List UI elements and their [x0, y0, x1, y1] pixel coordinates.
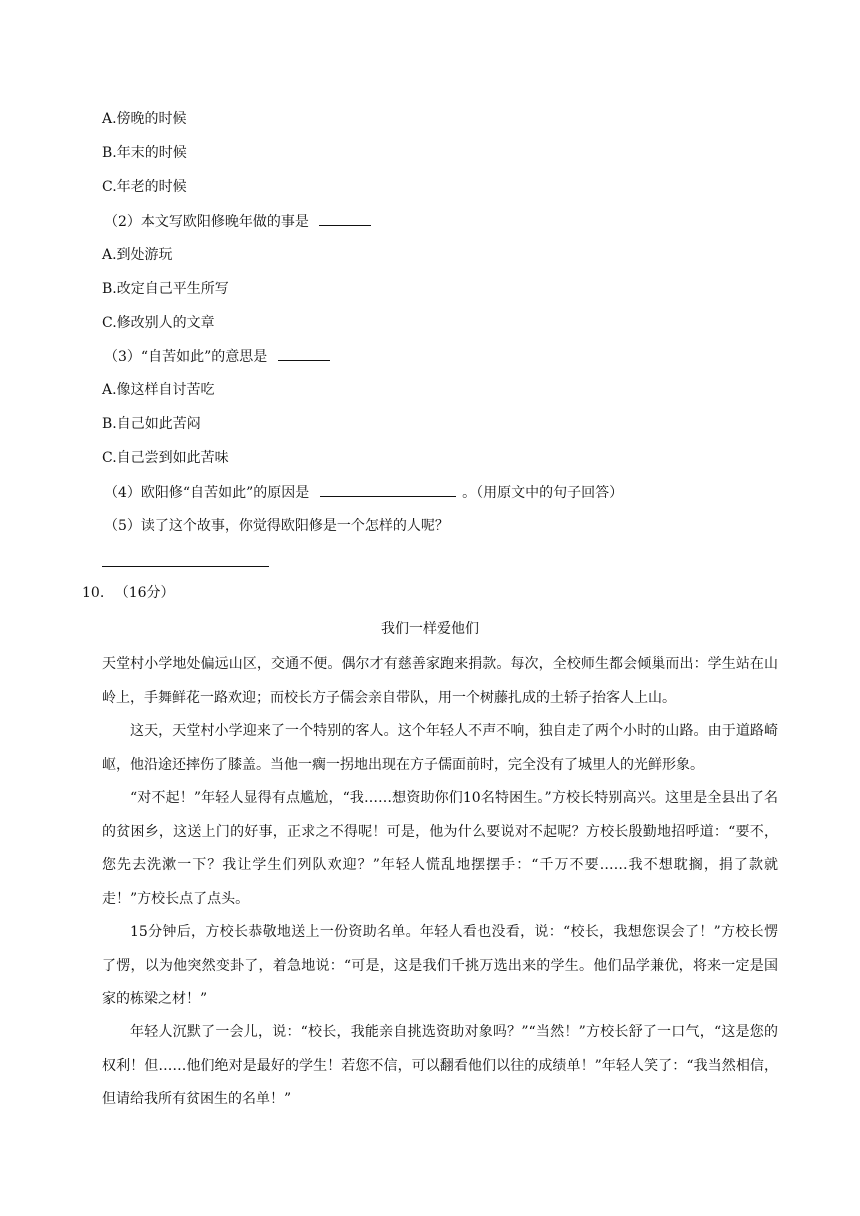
q3-answer-blank[interactable]: [278, 346, 330, 361]
q5-stem: （5）读了这个故事，你觉得欧阳修是一个怎样的人呢？: [104, 518, 449, 534]
q1-option-c: C.年老的时候: [102, 179, 187, 195]
passage-paragraph-4: 15分钟后，方校长恭敬地送上一份资助名单。年轻人看也没看，说：“校长，我想您误会了！”方校长愣了愣，以为他突然变卦了，着急地说：“可是，这是我们千挑万选出来的学生。他们品学兼优，将来一定是国家的栋梁之材！”: [102, 924, 778, 1007]
q3-stem-line: [104, 346, 330, 367]
q4-tail: 。（用原文中的句子回答）: [462, 485, 624, 501]
q4-answer-blank[interactable]: [320, 482, 456, 497]
q3-option-a: A.像这样自讨苦吃: [102, 382, 215, 398]
q2-option-c: C.修改别人的文章: [102, 315, 215, 331]
q3-stem: （3）“自苦如此”的意思是: [104, 349, 268, 365]
q10-header: [82, 583, 175, 603]
q2-option-b: B.改定自己平生所写: [102, 281, 229, 297]
q2-stem-line: [104, 211, 371, 232]
passage-paragraph-1: 天堂村小学地处偏远山区，交通不便。偶尔才有慈善家跑来捐款。每次，全校师生都会倾巢而出：学生站在山岭上，手舞鲜花一路欢迎；而校长方子儒会亲自带队，用一个树藤扎成的土轿子抬客人上山。: [102, 656, 778, 706]
q1-option-a: A.傍晚的时候: [102, 111, 187, 127]
q2-stem: （2）本文写欧阳修晚年做的事是: [104, 214, 309, 230]
q3-option-b: B.自己如此苦闷: [102, 416, 201, 432]
q10-number: 10.: [82, 585, 105, 601]
passage-paragraph-5: 年轻人沉默了一会儿，说：“校长，我能亲自挑选资助对象吗？”“当然！”方校长舒了一口气，“这是您的权利！但……他们绝对是最好的学生！若您不信，可以翻看他们以往的成绩单！”年轻人笑了：“我当然相信，但请给我所有贫困生的名单！”: [102, 1024, 778, 1107]
q4-stem: （4）欧阳修“自苦如此”的原因是: [104, 485, 310, 501]
passage-title: 我们一样爱他们: [381, 621, 479, 637]
q10-score: （16分）: [114, 585, 175, 601]
q4-stem-line: [104, 482, 623, 503]
passage-paragraph-2: 这天，天堂村小学迎来了一个特别的客人。这个年轻人不声不响，独自走了两个小时的山路。由于道路崎岖，他沿途还摔伤了膝盖。当他一瘸一拐地出现在方子儒面前时，完全没有了城里人的光鲜形象。: [102, 723, 778, 773]
passage-paragraph-3: “对不起！”年轻人显得有点尴尬，“我……想资助你们10名特困生。”方校长特别高兴。这里是全县出了名的贫困乡，这送上门的好事，正求之不得呢！可是，他为什么要说对不起呢？方校长殷勤地招呼道：“要不，您先去洗漱一下？我让学生们列队欢迎？”年轻人慌乱地摆摆手：“千万不要……我不想耽搁，捐了款就走！”方校长点了点头。: [102, 790, 778, 907]
q5-answer-line[interactable]: [102, 566, 269, 567]
q2-answer-blank[interactable]: [319, 211, 371, 226]
q3-option-c: C.自己尝到如此苦味: [102, 450, 229, 466]
q1-option-b: B.年末的时候: [102, 145, 187, 161]
q2-option-a: A.到处游玩: [102, 247, 173, 263]
